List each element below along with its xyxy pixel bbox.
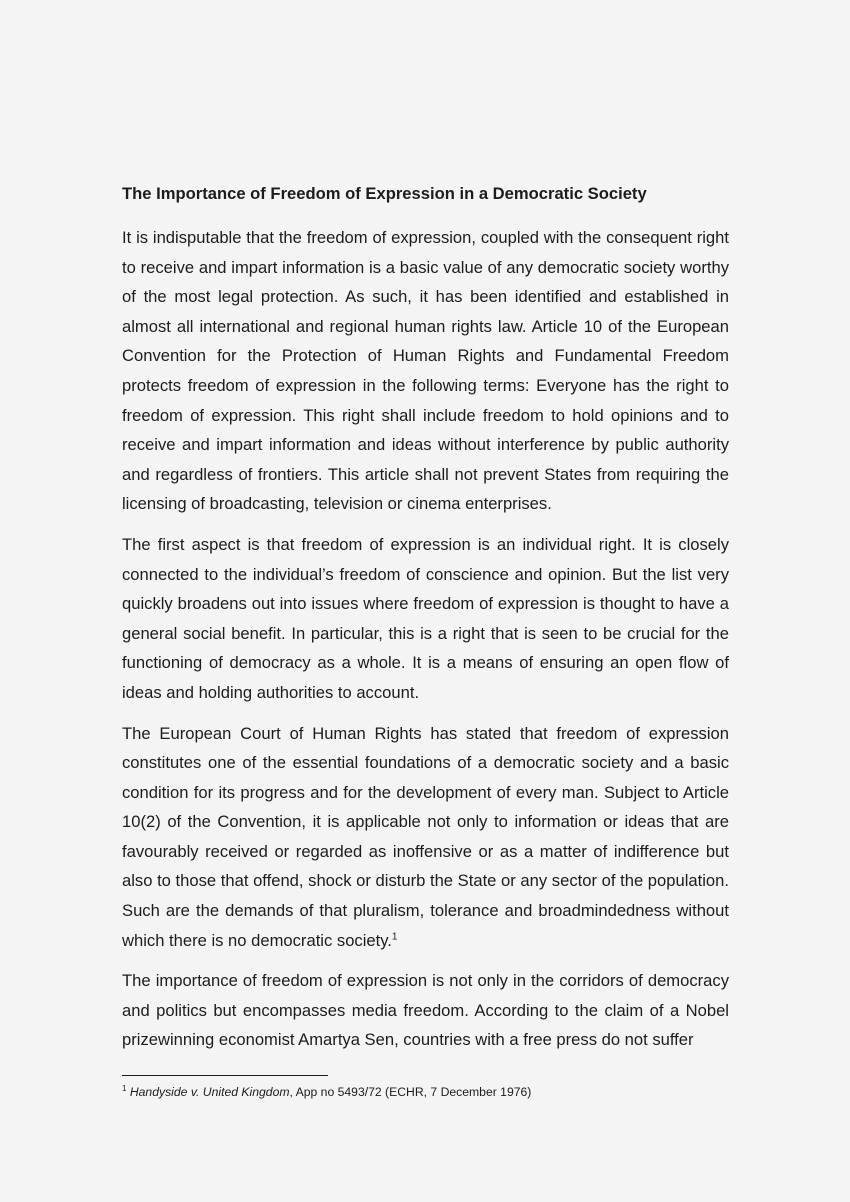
footnote-reference[interactable]: 1 [391,931,398,943]
footnote-number: 1 [122,1083,127,1093]
paragraph-3 [122,719,729,956]
footnote-citation: , App no 5493/72 (ECHR, 7 December 1976) [289,1085,532,1099]
paragraph-4: The importance of freedom of expression is not only in the corridors of democracy and politics but encompasses media freedom. According to the claim of a Nobel prizewinning economist Amartya Sen, countries with a free press do not suffer [122,971,729,1050]
document-body [122,182,729,1066]
paragraph-1: It is indisputable that the freedom of expression, coupled with the consequent right to receive and impart information is a basic value of any democratic society worthy of the most legal protection. As such, it has been identified and established in almost all international and regional human rights law. Article 10 of the European Convention for the Protection of Human Rights and Fundamental Freedom protects freedom of expression in the following terms: Everyone has the right to freedom of expression. This right shall include freedom to hold opinions and to receive and impart information and ideas without interference by public authority and regardless of frontiers. This article shall not prevent States from requiring the licensing of broadcasting, television or cinema enterprises. [122,228,729,514]
footnote-separator [122,1075,328,1076]
section-heading: The Importance of Freedom of Expression in a Democratic Society [122,184,647,203]
paragraph-3-text: The European Court of Human Rights has stated that freedom of expression constitutes one of the essential foundations of a democratic society and a basic condition for its progress and for the development of every man. Subject to Article 10(2) of the Convention, it is applicable not only to information or ideas that are favourably received or regarded as inoffensive or as a matter of indifference but also to those that offend, shock or disturb the State or any sector of the population. Such are the demands of that pluralism, tolerance and broadmindedness without which there is no democratic society. [122,723,729,950]
footnote-1 [122,1083,729,1101]
paragraph-2: The first aspect is that freedom of expression is an individual right. It is closely connected to the individual’s freedom of conscience and opinion. But the list very quickly broadens out into issues where freedom of expression is thought to have a general social benefit. In particular, this is a right that is seen to be crucial for the functioning of democracy as a whole. It is a means of ensuring an open flow of ideas and holding authorities to account. [122,534,729,702]
footnote-case-name: Handyside v. United Kingdom [129,1085,290,1099]
